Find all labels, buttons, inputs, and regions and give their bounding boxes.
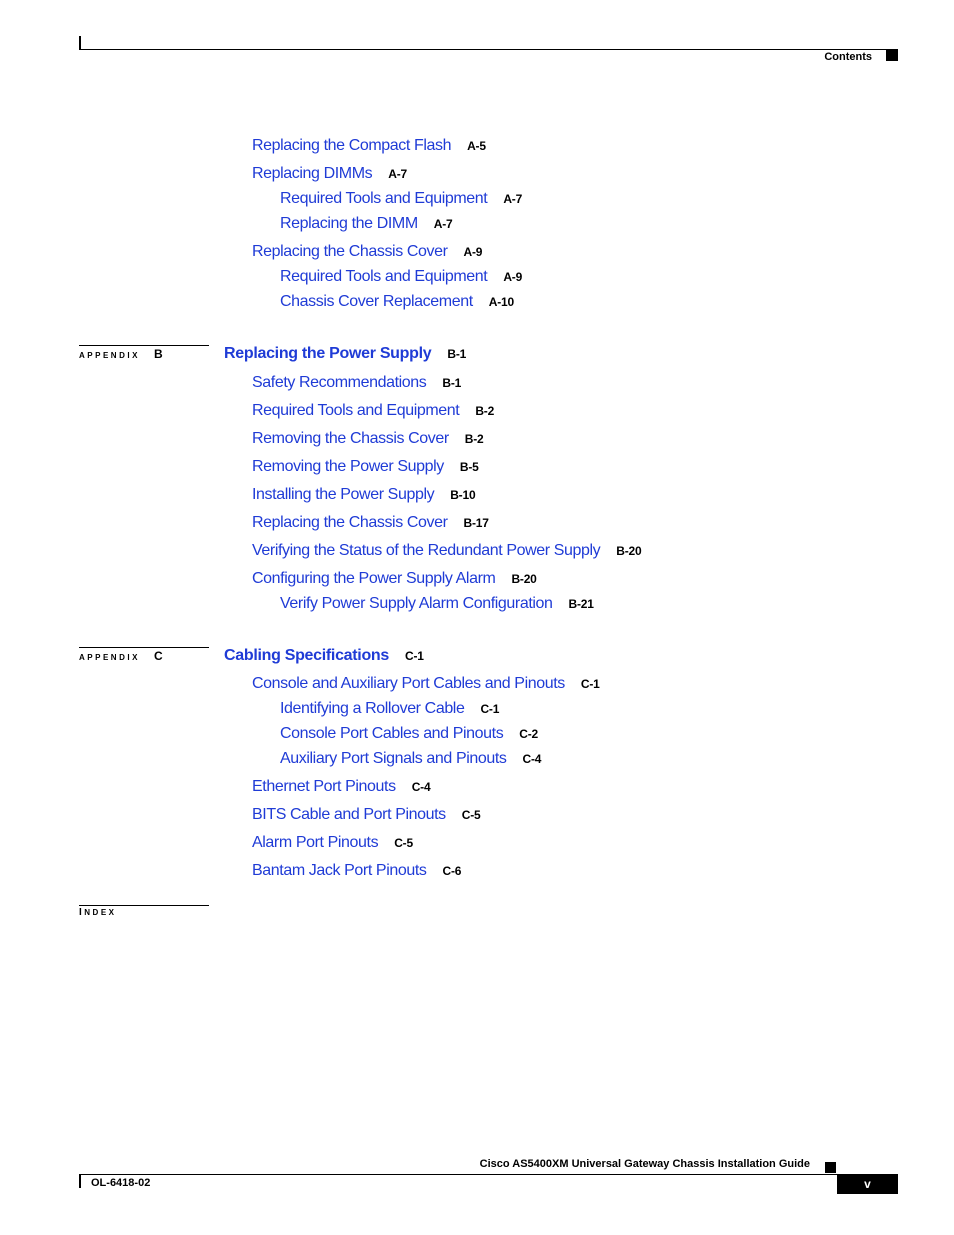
toc-entry-page: C-5 <box>461 808 481 822</box>
footer-corner-tick <box>79 1174 81 1188</box>
toc-entry-page: B-2 <box>464 432 484 446</box>
toc-entry-page: C-2 <box>519 727 539 741</box>
toc-entry-page: A-7 <box>388 167 408 181</box>
toc-entry[interactable] <box>252 136 486 156</box>
appendix-b-label: APPENDIX <box>79 351 140 360</box>
toc-entry[interactable] <box>252 569 537 589</box>
toc-entry-page: B-1 <box>442 376 462 390</box>
toc-entry[interactable] <box>252 485 475 505</box>
appendix-b-rule <box>79 345 209 346</box>
appendix-c-label: APPENDIX <box>79 653 140 662</box>
toc-entry-page: C-1 <box>480 702 500 716</box>
toc-entry[interactable] <box>252 401 494 421</box>
toc-subentry[interactable] <box>280 594 594 614</box>
toc-entry-page: B-10 <box>450 488 476 502</box>
toc-entry-page: C-1 <box>580 677 600 691</box>
footer-doc-number: OL-6418-02 <box>91 1177 151 1189</box>
footer-page-number: v <box>837 1175 898 1194</box>
toc-subentry[interactable] <box>280 189 522 209</box>
appendix-b-heading[interactable] <box>224 344 466 364</box>
index-label-initial: I <box>79 907 85 918</box>
appendix-b-letter: B <box>154 347 163 361</box>
toc-entry-page: B-21 <box>568 597 594 611</box>
toc-entry-page: B-20 <box>511 572 537 586</box>
toc-entry-title[interactable]: Configuring the Power Supply Alarm <box>252 570 496 587</box>
toc-subentry[interactable] <box>280 749 541 769</box>
toc-entry-title[interactable]: Chassis Cover Replacement <box>280 293 473 310</box>
toc-entry-title[interactable]: Replacing the Compact Flash <box>252 137 452 154</box>
appendix-c-page: C-1 <box>405 649 424 663</box>
toc-subentry[interactable] <box>280 292 514 312</box>
toc-entry-page: C-4 <box>411 780 431 794</box>
toc-entry-title[interactable]: Bantam Jack Port Pinouts <box>252 862 427 879</box>
toc-entry-title[interactable]: Replacing the DIMM <box>280 215 418 232</box>
toc-entry-page: C-4 <box>522 752 542 766</box>
toc-entry[interactable] <box>252 457 479 477</box>
header-square-marker <box>886 50 898 61</box>
toc-entry[interactable] <box>252 541 641 561</box>
toc-entry-page: C-6 <box>442 864 462 878</box>
footer-rule <box>79 1174 898 1175</box>
toc-entry-title[interactable]: Required Tools and Equipment <box>252 402 460 419</box>
toc-entry-page: A-9 <box>503 270 523 284</box>
toc-entry-title[interactable]: Required Tools and Equipment <box>280 190 488 207</box>
toc-entry-title[interactable]: Auxiliary Port Signals and Pinouts <box>280 750 507 767</box>
footer-guide-title: Cisco AS5400XM Universal Gateway Chassis Installation Guide <box>479 1158 810 1170</box>
toc-entry-page: A-5 <box>467 139 486 153</box>
toc-entry-page: A-10 <box>488 295 514 309</box>
toc-entry-title[interactable]: Removing the Power Supply <box>252 458 444 475</box>
toc-entry[interactable] <box>252 429 484 449</box>
toc-entry-page: A-7 <box>433 217 453 231</box>
toc-entry-page: B-20 <box>616 544 642 558</box>
toc-subentry[interactable] <box>280 214 453 234</box>
appendix-c-rule <box>79 647 209 648</box>
toc-entry[interactable] <box>252 513 489 533</box>
toc-entry-title[interactable]: Console Port Cables and Pinouts <box>280 725 504 742</box>
toc-entry-title[interactable]: Console and Auxiliary Port Cables and Pinouts <box>252 675 565 692</box>
toc-entry-page: C-5 <box>394 836 413 850</box>
toc-entry[interactable] <box>252 777 430 797</box>
appendix-b-title[interactable]: Replacing the Power Supply <box>224 345 432 362</box>
toc-subentry[interactable] <box>280 724 538 744</box>
toc-entry-title[interactable]: Alarm Port Pinouts <box>252 834 379 851</box>
toc-entry-title[interactable]: Installing the Power Supply <box>252 486 435 503</box>
appendix-c-heading[interactable] <box>224 646 424 666</box>
index-label[interactable] <box>79 908 117 918</box>
toc-entry[interactable] <box>252 373 461 393</box>
toc-entry[interactable] <box>252 805 481 825</box>
header-section-label: Contents <box>824 51 872 63</box>
toc-entry-page: B-5 <box>459 460 479 474</box>
header-corner-tick <box>79 36 81 50</box>
toc-entry-title[interactable]: BITS Cable and Port Pinouts <box>252 806 446 823</box>
appendix-c-letter: C <box>154 649 163 663</box>
toc-entry[interactable] <box>252 674 600 694</box>
appendix-c-title[interactable]: Cabling Specifications <box>224 647 389 664</box>
toc-subentry[interactable] <box>280 267 522 287</box>
index-label-rest: NDEX <box>84 908 117 917</box>
toc-entry-title[interactable]: Replacing the Chassis Cover <box>252 243 448 260</box>
toc-entry-title[interactable]: Verifying the Status of the Redundant Power Supply <box>252 542 601 559</box>
toc-entry[interactable] <box>252 164 407 184</box>
toc-entry-title[interactable]: Replacing DIMMs <box>252 165 373 182</box>
toc-entry[interactable] <box>252 833 413 853</box>
appendix-b-page: B-1 <box>447 347 467 361</box>
toc-entry-title[interactable]: Verify Power Supply Alarm Configuration <box>280 595 553 612</box>
toc-entry-page: A-9 <box>463 245 483 259</box>
toc-entry-title[interactable]: Safety Recommendations <box>252 374 427 391</box>
toc-entry[interactable] <box>252 861 461 881</box>
toc-subentry[interactable] <box>280 699 499 719</box>
footer-square-marker <box>825 1162 836 1173</box>
toc-entry-page: A-7 <box>503 192 523 206</box>
toc-entry-title[interactable]: Removing the Chassis Cover <box>252 430 449 447</box>
toc-entry-title[interactable]: Ethernet Port Pinouts <box>252 778 396 795</box>
header-rule <box>79 49 898 50</box>
index-rule <box>79 905 209 906</box>
toc-entry[interactable] <box>252 242 482 262</box>
toc-entry-title[interactable]: Replacing the Chassis Cover <box>252 514 448 531</box>
toc-entry-title[interactable]: Required Tools and Equipment <box>280 268 488 285</box>
toc-entry-page: B-2 <box>475 404 495 418</box>
toc-entry-title[interactable]: Identifying a Rollover Cable <box>280 700 465 717</box>
toc-entry-page: B-17 <box>463 516 489 530</box>
